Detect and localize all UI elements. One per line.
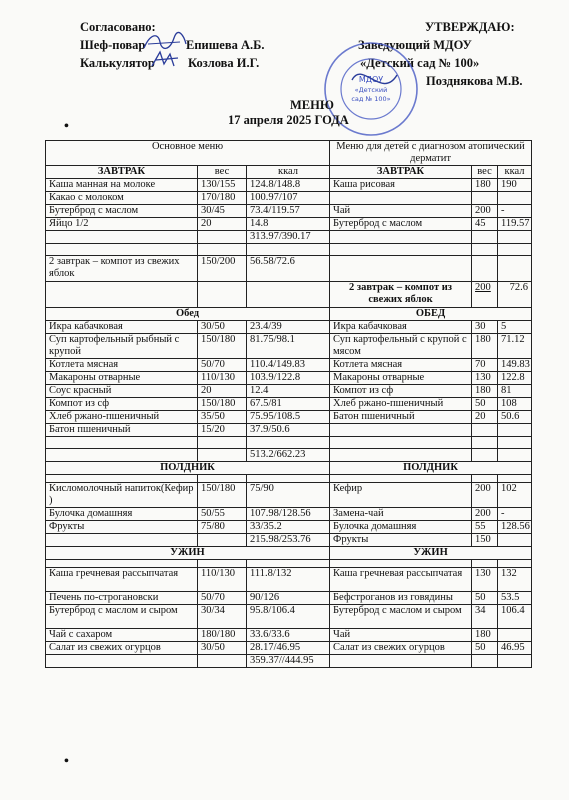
table-cell — [498, 231, 532, 244]
table-cell: 73.4/119.57 — [247, 205, 330, 218]
table-cell: 90/126 — [247, 592, 330, 605]
atopic-menu-header: Меню для детей с диагнозом атопический дерматит — [330, 141, 532, 166]
table-cell — [198, 282, 247, 308]
table-cell: Икра кабачковая — [330, 321, 472, 334]
table-cell — [247, 244, 330, 256]
table-cell: 215.98/253.76 — [247, 534, 330, 547]
table-cell: 180/180 — [198, 629, 247, 642]
table-cell: 110.4/149.83 — [247, 359, 330, 372]
table-cell: 180 — [472, 334, 498, 359]
table-row — [46, 398, 532, 411]
calc-signature — [146, 48, 188, 70]
section-dinner-main: УЖИН — [46, 547, 330, 560]
table-cell: 50/70 — [198, 592, 247, 605]
table-row — [46, 334, 532, 359]
table-row — [46, 483, 532, 508]
table-cell — [472, 655, 498, 668]
chef-name: Епишева А.Б. — [186, 38, 265, 52]
table-cell — [330, 424, 472, 437]
table-cell — [330, 256, 472, 282]
table-cell — [198, 437, 247, 449]
kcal-header: ккал — [247, 166, 330, 179]
table-cell: Бутерброд с маслом — [46, 205, 198, 218]
table-cell — [472, 437, 498, 449]
table-cell — [472, 449, 498, 462]
table-cell: Хлеб ржано-пшеничный — [46, 411, 198, 424]
table-cell — [498, 437, 532, 449]
table-cell: 130 — [472, 568, 498, 592]
table-cell: Чай — [330, 205, 472, 218]
table-cell: 170/180 — [198, 192, 247, 205]
table-row — [46, 629, 532, 642]
table-cell: 28.17/46.95 — [247, 642, 330, 655]
weight-header: вес — [472, 166, 498, 179]
table-cell: 53.5 — [498, 592, 532, 605]
table-row — [46, 411, 532, 424]
table-row — [46, 179, 532, 192]
column-header-row — [46, 141, 532, 166]
table-cell: Хлеб ржано-пшеничный — [330, 398, 472, 411]
head-title: Заведующий МДОУ — [358, 38, 472, 52]
table-cell: 513.2/662.23 — [247, 449, 330, 462]
table-cell: 180 — [472, 179, 498, 192]
table-cell: 150/180 — [198, 483, 247, 508]
table-cell — [247, 282, 330, 308]
table-cell: 102 — [498, 483, 532, 508]
table-cell — [46, 534, 198, 547]
table-cell — [198, 534, 247, 547]
section-lunch-main: Обед — [46, 308, 330, 321]
section-snack-atopic: ПОЛДНИК — [330, 462, 532, 475]
table-cell: 50 — [472, 642, 498, 655]
table-cell — [472, 231, 498, 244]
table-cell — [198, 244, 247, 256]
table-row — [46, 605, 532, 629]
mark-dot: • — [64, 119, 69, 134]
table-cell: 81.75/98.1 — [247, 334, 330, 359]
table-row — [46, 205, 532, 218]
svg-text:сад № 100»: сад № 100» — [351, 95, 391, 103]
table-cell: 30 — [472, 321, 498, 334]
table-cell: Макароны отварные — [46, 372, 198, 385]
table-cell: 20 — [198, 218, 247, 231]
table-cell — [198, 475, 247, 483]
head-org: «Детский сад № 100» — [360, 56, 480, 70]
table-cell: 34 — [472, 605, 498, 629]
table-cell — [46, 244, 198, 256]
table-cell: 46.95 — [498, 642, 532, 655]
table-row — [46, 655, 532, 668]
table-cell: 81 — [498, 385, 532, 398]
table-row — [46, 359, 532, 372]
table-cell: 30/34 — [198, 605, 247, 629]
table-cell: 45 — [472, 218, 498, 231]
second-breakfast-main: 2 завтрак – компот из свежих яблок — [46, 256, 198, 282]
table-cell: - — [498, 205, 532, 218]
table-cell: 75.95/108.5 — [247, 411, 330, 424]
table-cell: - — [498, 508, 532, 521]
table-cell — [498, 475, 532, 483]
table-row — [46, 256, 532, 282]
table-cell: 119.57 — [498, 218, 532, 231]
table-cell — [330, 192, 472, 205]
table-cell — [472, 244, 498, 256]
table-row — [46, 508, 532, 521]
table-cell: Суп картофельный с крупой с мясом — [330, 334, 472, 359]
table-cell: 50/70 — [198, 359, 247, 372]
table-row — [46, 192, 532, 205]
table-cell — [330, 437, 472, 449]
table-cell: 14.8 — [247, 218, 330, 231]
table-cell: Яйцо 1/2 — [46, 218, 198, 231]
table-cell: Фрукты — [330, 534, 472, 547]
table-row — [46, 424, 532, 437]
table-cell — [46, 437, 198, 449]
table-cell — [498, 244, 532, 256]
table-cell: 100.97/107 — [247, 192, 330, 205]
calc-name: Козлова И.Г. — [188, 56, 260, 70]
table-cell: Суп картофельный рыбный с крупой — [46, 334, 198, 359]
table-cell — [498, 534, 532, 547]
table-cell — [198, 560, 247, 568]
table-row — [46, 437, 532, 449]
table-row — [46, 592, 532, 605]
table-cell: Кисломолочный напиток(Кефир ) — [46, 483, 198, 508]
table-cell: 55 — [472, 521, 498, 534]
table-cell: 200 — [472, 205, 498, 218]
table-cell: 33.6/33.6 — [247, 629, 330, 642]
table-cell: Печень по-строгановски — [46, 592, 198, 605]
table-cell — [472, 256, 498, 282]
table-cell: 107.98/128.56 — [247, 508, 330, 521]
table-cell — [247, 560, 330, 568]
table-cell: 180 — [472, 385, 498, 398]
table-cell: 35/50 — [198, 411, 247, 424]
table-cell — [498, 629, 532, 642]
table-cell: 200 — [472, 282, 498, 308]
table-cell — [498, 655, 532, 668]
table-cell: 359.37//444.95 — [247, 655, 330, 668]
table-row — [46, 385, 532, 398]
section-lunch-atopic: ОБЕД — [330, 308, 532, 321]
table-cell: Булочка домашняя — [46, 508, 198, 521]
svg-text:МДОУ: МДОУ — [358, 75, 384, 84]
table-cell — [330, 231, 472, 244]
table-cell: Замена-чай — [330, 508, 472, 521]
table-cell: 190 — [498, 179, 532, 192]
table-cell: 23.4/39 — [247, 321, 330, 334]
table-cell: 150 — [472, 534, 498, 547]
table-cell — [46, 449, 198, 462]
table-cell: 200 — [472, 508, 498, 521]
table-cell: 50.6 — [498, 411, 532, 424]
table-cell — [472, 424, 498, 437]
table-cell: 75/90 — [247, 483, 330, 508]
table-cell — [472, 560, 498, 568]
table-cell — [498, 424, 532, 437]
table-cell: Каша гречневая рассыпчатая — [330, 568, 472, 592]
table-cell: Батон пшеничный — [330, 411, 472, 424]
table-cell: Котлета мясная — [46, 359, 198, 372]
table-cell — [330, 655, 472, 668]
menu-table — [45, 140, 532, 668]
table-cell: 50 — [472, 398, 498, 411]
table-cell — [330, 560, 472, 568]
menu-title: МЕНЮ — [290, 98, 334, 112]
table-cell: Бутерброд с маслом и сыром — [330, 605, 472, 629]
section-breakfast: ЗАВТРАК — [330, 166, 472, 179]
chef-label: Шеф-повар — [80, 38, 146, 52]
table-cell: Кефир — [330, 483, 472, 508]
table-cell: Бутерброд с маслом и сыром — [46, 605, 198, 629]
table-row — [46, 244, 532, 256]
table-row — [46, 642, 532, 655]
table-cell: 30/50 — [198, 642, 247, 655]
table-row — [46, 568, 532, 592]
table-cell: 122.8 — [498, 372, 532, 385]
table-row — [46, 321, 532, 334]
table-cell: 150/180 — [198, 334, 247, 359]
calc-label: Калькулятор — [80, 56, 155, 70]
table-cell: 30/50 — [198, 321, 247, 334]
table-cell — [498, 449, 532, 462]
table-cell: 128.56 — [498, 521, 532, 534]
table-cell — [247, 437, 330, 449]
mark-dot: • — [64, 754, 69, 769]
table-cell: 15/20 — [198, 424, 247, 437]
table-cell — [198, 655, 247, 668]
agreed-label: Согласовано: — [80, 20, 156, 34]
table-cell: Фрукты — [46, 521, 198, 534]
section-breakfast: ЗАВТРАК — [46, 166, 198, 179]
table-cell: 71.12 — [498, 334, 532, 359]
table-cell — [46, 560, 198, 568]
table-cell: Каша рисовая — [330, 179, 472, 192]
table-cell: 50/55 — [198, 508, 247, 521]
table-cell — [330, 475, 472, 483]
table-cell: Какао с молоком — [46, 192, 198, 205]
table-cell: Соус красный — [46, 385, 198, 398]
table-row — [46, 475, 532, 483]
table-cell: Батон пшеничный — [46, 424, 198, 437]
table-cell — [472, 475, 498, 483]
table-cell: 313.97/390.17 — [247, 231, 330, 244]
table-cell: 5 — [498, 321, 532, 334]
table-cell: 20 — [472, 411, 498, 424]
table-cell: Котлета мясная — [330, 359, 472, 372]
table-cell: 33/35.2 — [247, 521, 330, 534]
table-row — [46, 534, 532, 547]
table-row — [46, 372, 532, 385]
table-row — [46, 218, 532, 231]
table-cell: Салат из свежих огурцов — [330, 642, 472, 655]
weight-header: вес — [198, 166, 247, 179]
second-breakfast-atopic: 2 завтрак – компот из свежих яблок — [330, 282, 472, 308]
table-row — [46, 282, 532, 308]
table-cell: 130 — [472, 372, 498, 385]
table-cell — [198, 231, 247, 244]
table-cell: 150/200 — [198, 256, 247, 282]
table-cell: 50 — [472, 592, 498, 605]
table-cell: 70 — [472, 359, 498, 372]
table-row — [46, 449, 532, 462]
table-cell: 132 — [498, 568, 532, 592]
table-cell: Компот из сф — [46, 398, 198, 411]
table-cell: 72.6 — [498, 282, 532, 308]
table-cell: 110/130 — [198, 372, 247, 385]
section-dinner-atopic: УЖИН — [330, 547, 532, 560]
section-row — [46, 308, 532, 321]
table-cell — [330, 449, 472, 462]
table-cell — [498, 560, 532, 568]
table-cell: 30/45 — [198, 205, 247, 218]
section-row — [46, 166, 532, 179]
table-cell: Булочка домашняя — [330, 521, 472, 534]
table-cell: 56.58/72.6 — [247, 256, 330, 282]
table-row — [46, 560, 532, 568]
table-cell: 111.8/132 — [247, 568, 330, 592]
table-cell: 200 — [472, 483, 498, 508]
table-cell: Компот из сф — [330, 385, 472, 398]
table-cell: 124.8/148.8 — [247, 179, 330, 192]
table-cell: 110/130 — [198, 568, 247, 592]
table-cell: 12.4 — [247, 385, 330, 398]
kcal-header: ккал — [498, 166, 532, 179]
svg-text:«Детский: «Детский — [354, 86, 388, 94]
table-cell — [472, 192, 498, 205]
table-cell: Бефстроганов из говядины — [330, 592, 472, 605]
section-snack-main: ПОЛДНИК — [46, 462, 330, 475]
table-row — [46, 231, 532, 244]
table-cell: Чай — [330, 629, 472, 642]
table-cell — [498, 192, 532, 205]
table-cell — [46, 475, 198, 483]
table-cell: 103.9/122.8 — [247, 372, 330, 385]
table-cell: Каша манная на молоке — [46, 179, 198, 192]
table-cell: 130/155 — [198, 179, 247, 192]
approve-label: УТВЕРЖДАЮ: — [425, 20, 515, 34]
section-row — [46, 462, 532, 475]
table-cell: 149.83 — [498, 359, 532, 372]
table-cell — [247, 475, 330, 483]
main-menu-header: Основное меню — [46, 141, 330, 166]
table-cell: 67.5/81 — [247, 398, 330, 411]
table-cell: Макароны отварные — [330, 372, 472, 385]
table-cell: 106.4 — [498, 605, 532, 629]
table-cell: 150/180 — [198, 398, 247, 411]
table-cell — [46, 655, 198, 668]
table-cell — [46, 282, 198, 308]
table-cell: Бутерброд с маслом — [330, 218, 472, 231]
table-cell — [198, 449, 247, 462]
table-cell: 180 — [472, 629, 498, 642]
table-cell — [330, 244, 472, 256]
table-cell: 20 — [198, 385, 247, 398]
table-cell: 75/80 — [198, 521, 247, 534]
table-cell: Салат из свежих огурцов — [46, 642, 198, 655]
table-cell: 108 — [498, 398, 532, 411]
table-cell — [46, 231, 198, 244]
table-cell — [498, 256, 532, 282]
table-row — [46, 521, 532, 534]
table-cell: Каша гречневая рассыпчатая — [46, 568, 198, 592]
table-cell: Чай с сахаром — [46, 629, 198, 642]
table-cell: 37.9/50.6 — [247, 424, 330, 437]
table-cell: Икра кабачковая — [46, 321, 198, 334]
section-row — [46, 547, 532, 560]
menu-date: 17 апреля 2025 ГОДА — [228, 113, 349, 127]
head-name: Позднякова М.В. — [426, 74, 523, 88]
table-cell: 95.8/106.4 — [247, 605, 330, 629]
